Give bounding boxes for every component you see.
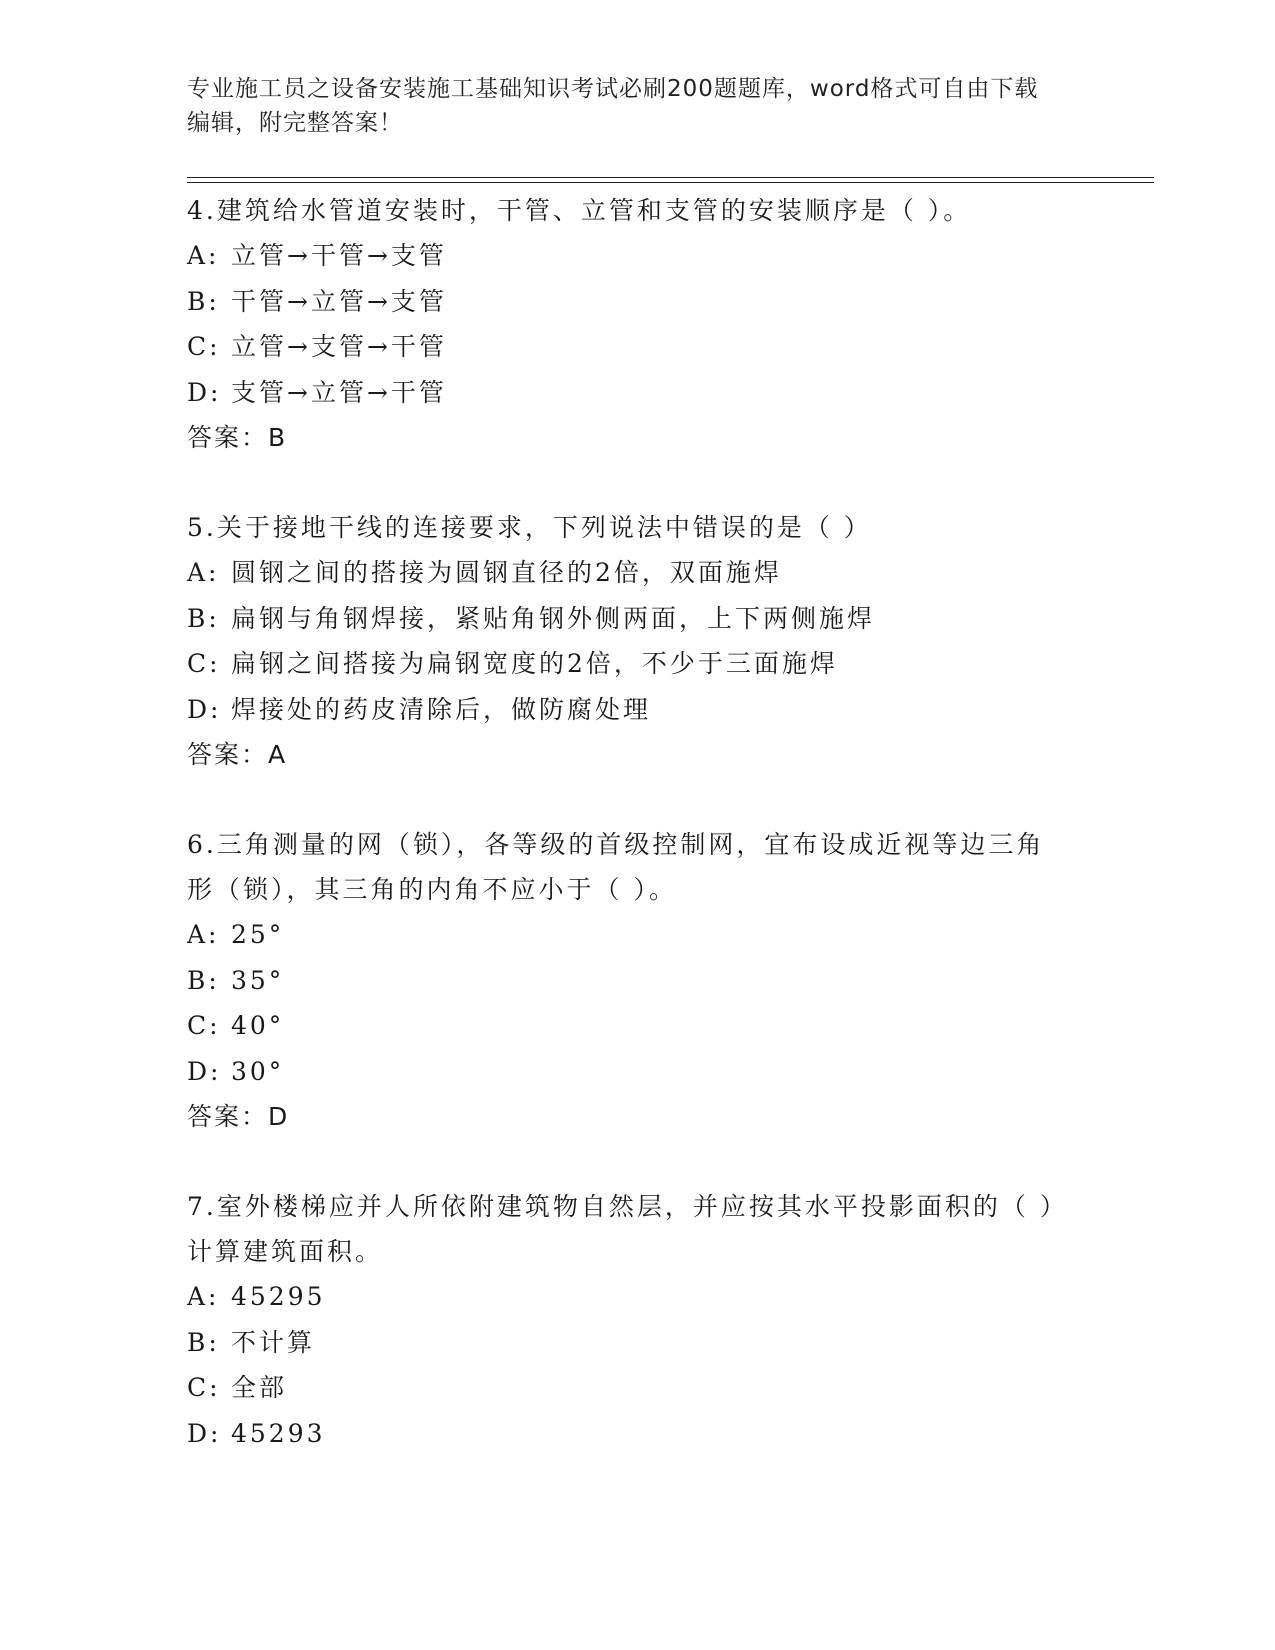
question-spacer xyxy=(187,1139,1067,1184)
document-header xyxy=(187,72,1067,140)
option-text: 扁钢与角钢焊接，紧贴角钢外侧两面，上下两侧施焊 xyxy=(231,603,876,633)
option-letter: B: xyxy=(187,965,220,995)
option-c xyxy=(187,641,1067,687)
option-a xyxy=(187,912,1067,958)
option-text: 35° xyxy=(231,965,285,995)
option-b xyxy=(187,1320,1067,1366)
question-stem: 6.三角测量的网（锁），各等级的首级控制网，宜布设成近视等边三角形（锁），其三角的内角不应小于（ ）。 xyxy=(187,830,1045,904)
question-stem: 4.建筑给水管道安装时，干管、立管和支管的安装顺序是（ ）。 xyxy=(187,196,972,225)
option-letter: A: xyxy=(187,558,220,587)
option-d xyxy=(187,370,1067,416)
question-spacer xyxy=(187,460,1067,505)
option-text: 25° xyxy=(231,920,285,949)
question-5 xyxy=(187,505,1067,777)
option-letter: D: xyxy=(187,694,222,724)
option-text: 圆钢之间的搭接为圆钢直径的2倍，双面施焊 xyxy=(231,558,782,587)
question-list xyxy=(187,188,1067,1456)
option-text: 焊接处的药皮清除后，做防腐处理 xyxy=(231,694,652,724)
option-d xyxy=(187,687,1067,733)
option-letter: B: xyxy=(187,1327,220,1357)
answer-line: 答案：B xyxy=(187,423,288,452)
option-text: 45295 xyxy=(231,1282,326,1311)
question-4 xyxy=(187,188,1067,460)
option-a xyxy=(187,233,1067,279)
option-letter: C: xyxy=(187,1011,221,1040)
option-text: 立管→干管→支管 xyxy=(231,241,447,270)
option-text: 支管→立管→干管 xyxy=(231,377,447,407)
option-c xyxy=(187,324,1067,370)
option-a xyxy=(187,550,1067,596)
answer-line: 答案：A xyxy=(187,740,288,769)
option-letter: C: xyxy=(187,649,221,678)
option-a xyxy=(187,1274,1067,1320)
option-letter: A: xyxy=(187,241,220,270)
option-b xyxy=(187,279,1067,325)
option-text: 45293 xyxy=(231,1418,326,1448)
option-c xyxy=(187,1003,1067,1049)
option-letter: B: xyxy=(187,286,220,316)
option-text: 扁钢之间搭接为扁钢宽度的2倍，不少于三面施焊 xyxy=(231,649,838,678)
option-letter: A: xyxy=(187,1282,220,1311)
question-7 xyxy=(187,1184,1067,1456)
option-d xyxy=(187,1049,1067,1095)
option-letter: D: xyxy=(187,377,222,407)
option-letter: A: xyxy=(187,920,220,949)
question-spacer xyxy=(187,777,1067,822)
option-text: 全部 xyxy=(231,1373,288,1402)
header-title-line-1: 专业施工员之设备安装施工基础知识考试必刷200题题库，word格式可自由下载 xyxy=(187,76,1039,102)
question-stem: 5.关于接地干线的连接要求，下列说法中错误的是（ ） xyxy=(187,513,872,542)
header-title-line-2: 编辑，附完整答案！ xyxy=(187,110,403,136)
option-letter: C: xyxy=(187,332,221,361)
option-d xyxy=(187,1411,1067,1457)
header-rule-bottom xyxy=(187,182,1154,183)
option-letter: D: xyxy=(187,1418,222,1448)
option-letter: B: xyxy=(187,603,220,633)
answer-line: 答案：D xyxy=(187,1102,290,1131)
option-text: 不计算 xyxy=(231,1327,316,1357)
header-rule-top xyxy=(187,177,1154,178)
option-letter: D: xyxy=(187,1056,222,1086)
option-text: 30° xyxy=(231,1056,285,1086)
option-text: 40° xyxy=(231,1011,285,1040)
option-b xyxy=(187,596,1067,642)
question-stem: 7.室外楼梯应并人所依附建筑物自然层，并应按其水平投影面积的（ ）计算建筑面积。 xyxy=(187,1192,1056,1266)
option-b xyxy=(187,958,1067,1004)
option-letter: C: xyxy=(187,1373,221,1402)
option-text: 立管→支管→干管 xyxy=(231,332,447,361)
question-6 xyxy=(187,822,1067,1139)
option-c xyxy=(187,1365,1067,1411)
option-text: 干管→立管→支管 xyxy=(231,286,447,316)
